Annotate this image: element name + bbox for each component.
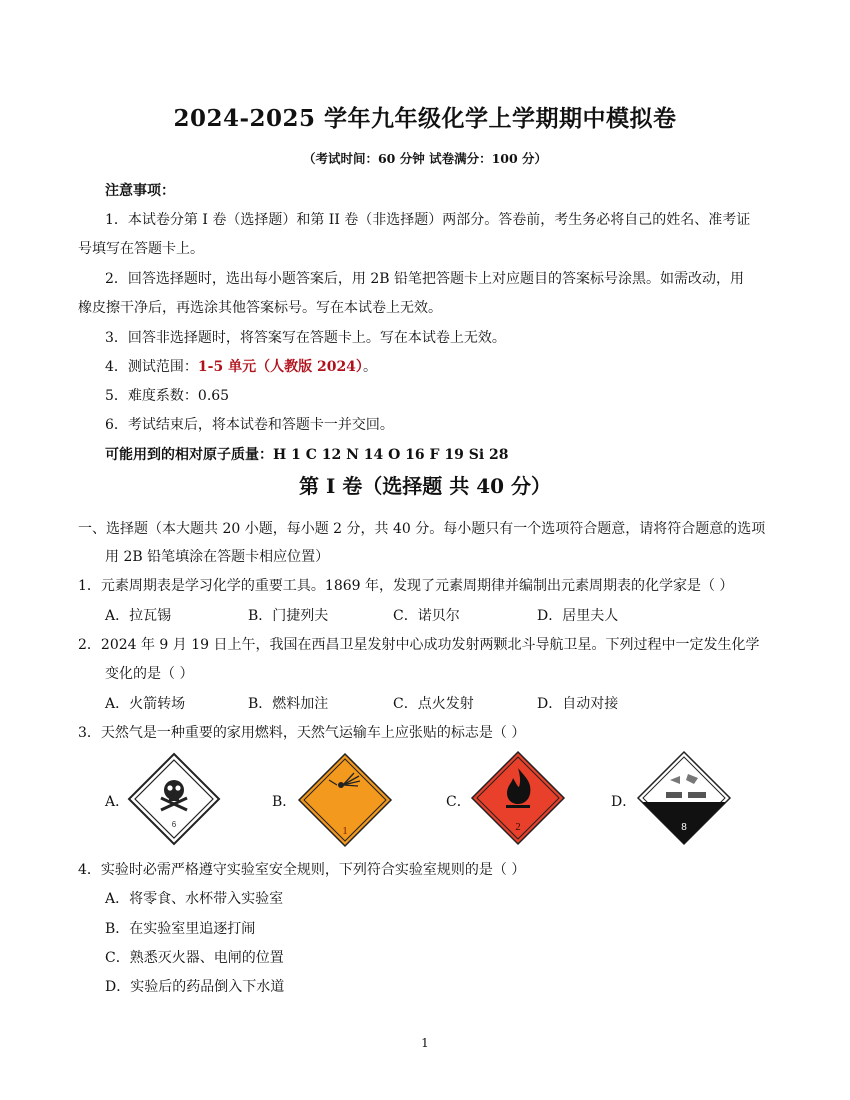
question-stem: 2．2024 年 9 月 19 日上午，我国在西昌卫星发射中心成功发射两颗北斗导航卫星。下列过程中一定发生化学 [78,637,760,653]
explosive-sign-icon [297,752,393,848]
option-b: B．门捷列夫 [248,608,329,624]
option-d: D．实验后的药品倒入下水道 [105,979,285,995]
option-d: D．自动对接 [537,696,619,712]
option-c: C．诺贝尔 [393,608,460,624]
option-a: A．火箭转场 [105,696,186,712]
svg-text:6: 6 [171,820,177,829]
option-b: B． [272,794,297,810]
note-line: 2．回答选择题时，选出每小题答案后，用 2B 铅笔把答题卡上对应题目的答案标号涂黑。如需改动，用 [105,271,745,287]
svg-text:2: 2 [515,821,521,833]
note-line: 3．回答非选择题时，将答案写在答题卡上。写在本试卷上无效。 [105,330,506,346]
option-c: C．熟悉灭火器、电闸的位置 [105,950,284,966]
note-scope [105,356,377,376]
option-b: B．燃料加注 [248,696,329,712]
option-a: A．拉瓦锡 [105,608,172,624]
flammable-sign-icon [470,750,566,846]
section-instruction: 一、选择题（本大题共 20 小题，每小题 2 分，共 40 分。每小题只有一个选项符合题意，请将符合题意的选项 [78,521,766,537]
atomic-mass-line: 可能用到的相对原子质量：H 1 C 12 N 14 O 16 F 19 Si 28 [105,447,509,463]
question-stem: 3．天然气是一种重要的家用燃料，天然气运输车上应张贴的标志是（ ） [78,725,526,741]
option-a: A．将零食、水杯带入实验室 [105,891,284,907]
svg-text:8: 8 [681,822,687,833]
note-end: 6．考试结束后，将本试卷和答题卡一并交回。 [105,417,394,433]
corrosive-sign-icon [636,750,732,846]
option-d: D．居里夫人 [537,608,619,624]
note-line: 橡皮擦干净后，再选涂其他答案标号。写在本试卷上无效。 [78,300,442,316]
section-title: 第 I 卷（选择题 共 40 分） [298,474,551,498]
option-b: B．在实验室里追逐打闹 [105,921,256,937]
section-instruction: 用 2B 铅笔填涂在答题卡相应位置） [105,549,330,565]
toxic-sign-icon [127,752,221,846]
scope-suffix: 。 [362,359,377,375]
question-stem: 4．实验时必需严格遵守实验室安全规则，下列符合实验室规则的是（ ） [78,862,526,878]
option-d: D． [611,794,637,810]
note-line: 1．本试卷分第 I 卷（选择题）和第 II 卷（非选择题）两部分。答卷前，考生务必将自己的姓名、准考证 [105,212,751,228]
question-stem-cont: 变化的是（ ） [105,666,194,682]
notes-heading: 注意事项： [105,183,175,199]
option-c: C．点火发射 [393,696,474,712]
question-stem: 1．元素周期表是学习化学的重要工具。1869 年，发现了元素周期律并编制出元素周期表的化学家是（ ） [78,578,734,594]
scope-prefix: 4．测试范围： [105,359,198,375]
option-a: A． [105,794,130,810]
exam-info: （考试时间：60 分钟 试卷满分：100 分） [302,151,548,166]
note-difficulty: 5．难度系数：0.65 [105,388,230,404]
page-number: 1 [421,1036,429,1050]
svg-text:1: 1 [342,825,348,837]
option-c: C． [446,794,471,810]
scope-value: 1-5 单元（人教版 2024） [197,359,363,375]
page-title: 2024-2025 学年九年级化学上学期期中模拟卷 [173,105,677,132]
note-line: 号填写在答题卡上。 [78,241,204,257]
